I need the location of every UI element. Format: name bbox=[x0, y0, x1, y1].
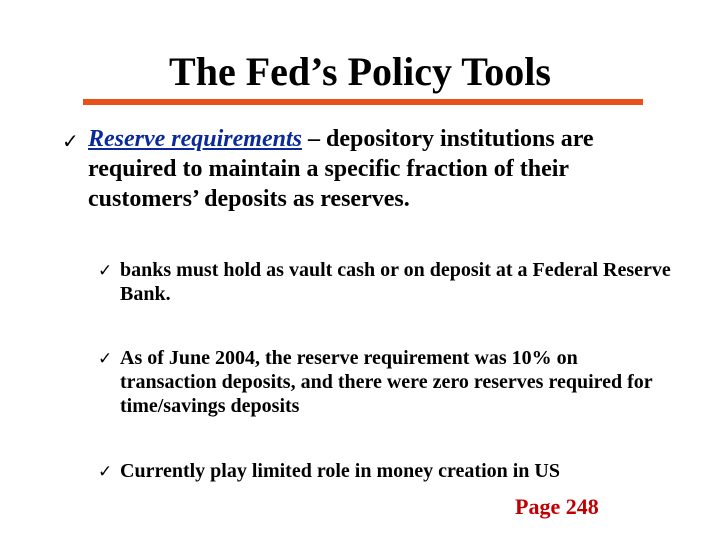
page-title: The Fed’s Policy Tools bbox=[169, 49, 551, 94]
sub-bullet-text: banks must hold as vault cash or on deposit at a Federal Reserve Bank. bbox=[120, 259, 671, 305]
main-bullet-definition: – depository institutions are required to maintain a specific fraction of their customers’ deposits as reserves. bbox=[88, 126, 594, 212]
checkmark-icon: ✓ bbox=[98, 349, 113, 369]
sub-bullet bbox=[98, 346, 678, 418]
title-divider bbox=[83, 99, 643, 105]
reserve-requirements-link[interactable]: Reserve requirements bbox=[88, 126, 302, 152]
main-bullet-text bbox=[62, 124, 682, 214]
main-bullet bbox=[62, 124, 682, 214]
sub-bullet bbox=[98, 459, 678, 483]
sub-bullet bbox=[98, 258, 678, 306]
page-reference: Page 248 bbox=[515, 494, 599, 519]
checkmark-icon: ✓ bbox=[98, 462, 113, 482]
sub-bullet-text: Currently play limited role in money creation in US bbox=[120, 460, 560, 482]
sub-bullet-text: As of June 2004, the reserve requirement was 10% on transaction deposits, and there were zero reserves required for time/savings deposits bbox=[120, 347, 653, 417]
checkmark-icon: ✓ bbox=[62, 129, 79, 153]
checkmark-icon: ✓ bbox=[98, 261, 113, 281]
